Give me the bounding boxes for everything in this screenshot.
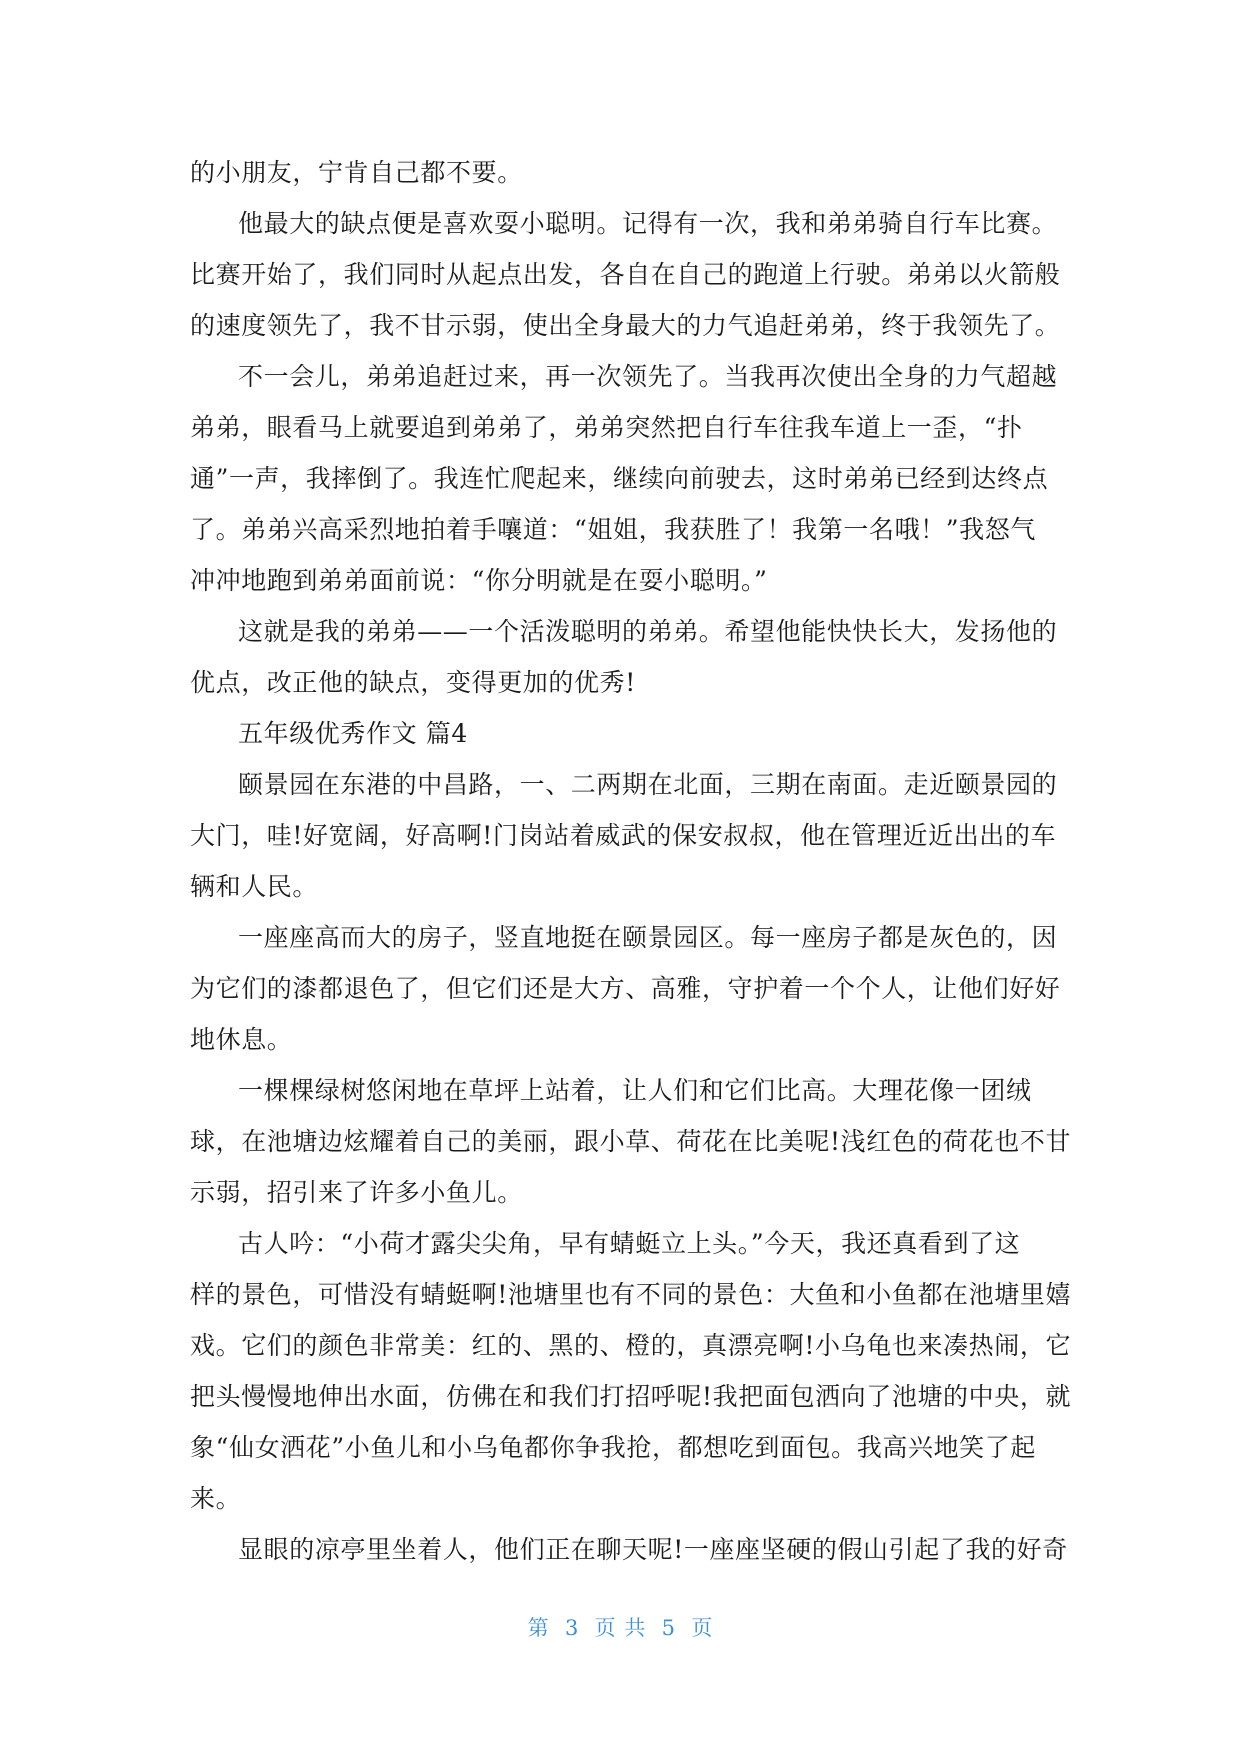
text-line: 样的景色，可惜没有蜻蜓啊!池塘里也有不同的景色：大鱼和小鱼都在池塘里嬉: [190, 1280, 1072, 1309]
text-line: 的速度领先了，我不甘示弱，使出全身最大的力气追赶弟弟，终于我领先了。: [190, 311, 1061, 340]
text-line: 把头慢慢地伸出水面，仿佛在和我们打招呼呢!我把面包洒向了池塘的中央，就: [190, 1382, 1072, 1411]
text-line: 不一会儿，弟弟追赶过来，再一次领先了。当我再次使出全身的力气超越: [238, 362, 1058, 391]
page-footer: 第 3 页 共 5 页: [527, 1616, 714, 1640]
text-line: 示弱，招引来了许多小鱼儿。: [190, 1178, 523, 1207]
text-line: 辆和人民。: [190, 872, 319, 901]
text-line: 古人吟：“小荷才露尖尖角，早有蜻蜓立上头。”今天，我还真看到了这: [238, 1229, 1021, 1258]
text-line: 通”一声，我摔倒了。我连忙爬起来，继续向前驶去，这时弟弟已经到达终点: [190, 464, 1049, 493]
text-line: 地休息。: [190, 1025, 293, 1054]
text-line: 这就是我的弟弟——一个活泼聪明的弟弟。希望他能快快长大，发扬他的: [238, 617, 1058, 646]
text-line: 戏。它们的颜色非常美：红的、黑的、橙的，真漂亮啊!小乌龟也来凑热闹，它: [190, 1331, 1072, 1360]
text-line: 颐景园在东港的中昌路，一、二两期在北面，三期在南面。走近颐景园的: [238, 770, 1058, 799]
section-heading: 五年级优秀作文 篇4: [238, 719, 468, 748]
text-line: 弟弟，眼看马上就要追到弟弟了，弟弟突然把自行车往我车道上一歪，“扑: [190, 413, 1023, 442]
text-line: 的小朋友，宁肯自己都不要。: [190, 158, 523, 187]
text-line: 来。: [190, 1484, 242, 1513]
text-line: 他最大的缺点便是喜欢耍小聪明。记得有一次，我和弟弟骑自行车比赛。: [238, 209, 1058, 238]
text-line: 象“仙女洒花”小鱼儿和小乌龟都你争我抢，都想吃到面包。我高兴地笑了起: [190, 1433, 1036, 1462]
text-line: 一棵棵绿树悠闲地在草坪上站着，让人们和它们比高。大理花像一团绒: [238, 1076, 1032, 1105]
text-line: 比赛开始了，我们同时从起点出发，各自在自己的跑道上行驶。弟弟以火箭般: [190, 260, 1061, 289]
text-line: 显眼的凉亭里坐着人，他们正在聊天呢!一座座坚硬的假山引起了我的好奇: [238, 1535, 1068, 1564]
text-line: 为它们的漆都退色了，但它们还是大方、高雅，守护着一个个人，让他们好好: [190, 974, 1061, 1003]
text-line: 冲冲地跑到弟弟面前说：“你分明就是在耍小聪明。”: [190, 566, 768, 595]
text-line: 球，在池塘边炫耀着自己的美丽，跟小草、荷花在比美呢!浅红色的荷花也不甘: [190, 1127, 1072, 1156]
text-line: 大门，哇!好宽阔，好高啊!门岗站着威武的保安叔叔，他在管理近近出出的车: [190, 821, 1057, 850]
text-line: 一座座高而大的房子，竖直地挺在颐景园区。每一座房子都是灰色的，因: [238, 923, 1058, 952]
text-line: 了。弟弟兴高采烈地拍着手嚷道：“姐姐，我获胜了！我第一名哦！”我怒气: [190, 515, 1036, 544]
text-line: 优点，改正他的缺点，变得更加的优秀!: [190, 668, 636, 697]
